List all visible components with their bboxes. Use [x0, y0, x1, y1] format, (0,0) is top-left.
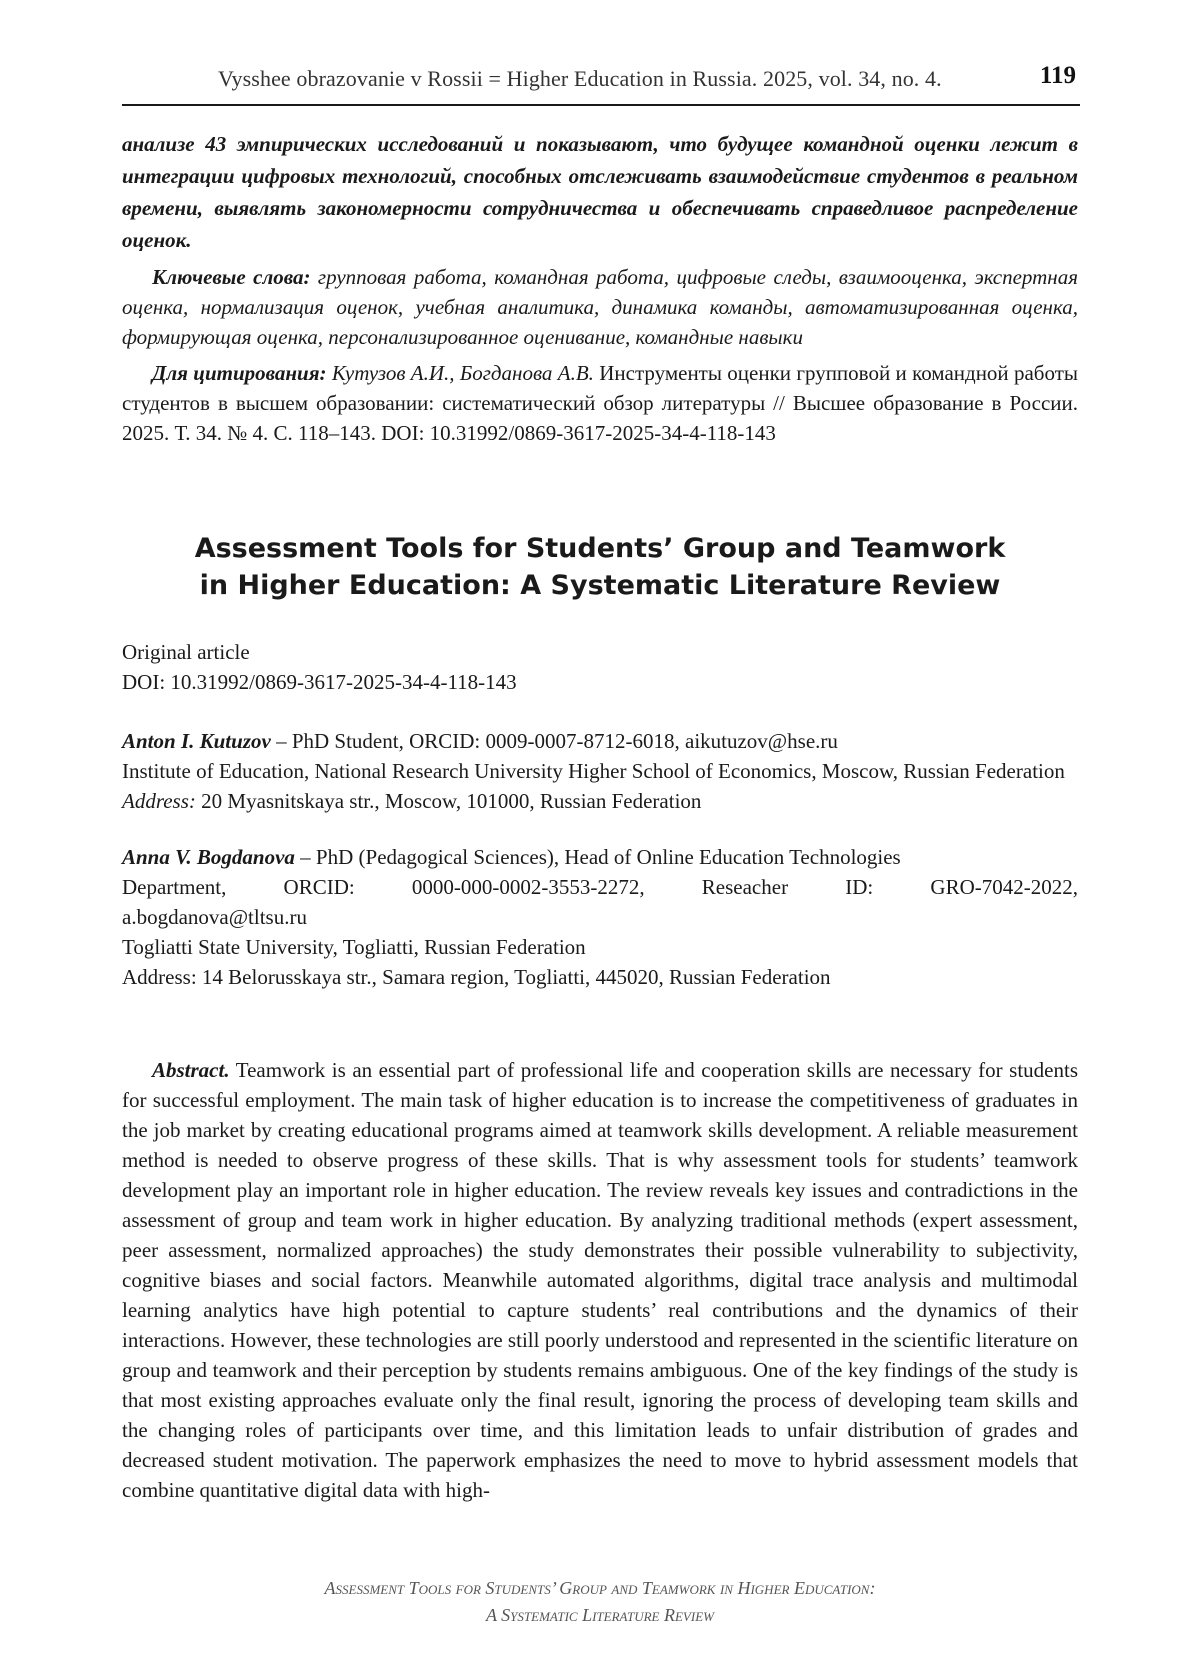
author-address — [122, 786, 1078, 816]
author-affiliation: Institute of Education, National Research University Higher School of Economics, Moscow, Russian Federation — [122, 759, 1065, 783]
running-footer — [122, 1575, 1078, 1629]
author-role-continued: Department, ORCID: 0000-000-0002-3553-2272, Reseacher ID: GRO-7042-2022, — [122, 875, 1078, 899]
author-line — [122, 842, 1078, 872]
author-bogdanova — [122, 842, 1078, 992]
author-email: a.bogdanova@tltsu.ru — [122, 905, 307, 929]
authors-section — [122, 726, 1078, 1018]
russian-abstract-tail: анализе 43 эмпирических исследований и показывают, что будущее командной оценки лежит в интеграции цифровых технологий, способных отслеживать взаимодействие студентов в реальном времени, выявлять закономерности сотрудничества и обеспечивать справедливое распределение оценок. — [122, 132, 1078, 252]
author-address: Address: 14 Belorusskaya str., Samara region, Togliatti, 445020, Russian Federation — [122, 965, 831, 989]
footer-line-1: Assessment Tools for Students’ Group and Teamwork in Higher Education: — [324, 1578, 876, 1598]
keywords-label: Ключевые слова: — [152, 265, 311, 289]
citation-text: Инструменты оценки групповой и командной работы студентов в высшем образовании: систематический обзор литературы // Высшее образование в России. 2025. Т. 34. № 4. С. 118–143. DOI: 10.31992/0869-3617-2025-34-4-118-143 — [122, 361, 1079, 445]
address-text: 20 Myasnitskaya str., Moscow, 101000, Russian Federation — [195, 789, 702, 813]
running-header — [122, 58, 1080, 106]
english-abstract — [122, 1055, 1078, 1505]
author-name: Anton I. Kutuzov — [122, 729, 271, 753]
article-doi: DOI: 10.31992/0869-3617-2025-34-4-118-143 — [122, 670, 517, 694]
citation-authors: Кутузов А.И., Богданова А.В. — [326, 361, 594, 385]
author-kutuzov — [122, 726, 1078, 816]
russian-keywords — [122, 262, 1078, 352]
article-meta — [122, 637, 1078, 697]
article-type: Original article — [122, 640, 250, 664]
author-line — [122, 726, 1078, 756]
journal-title: Vysshee obrazovanie v Rossii = Higher Education in Russia. 2025, vol. 34, no. 4. — [218, 66, 942, 91]
footer-line-2: A Systematic Literature Review — [486, 1605, 714, 1625]
russian-abstract-section — [122, 128, 1078, 454]
abstract-text: Teamwork is an essential part of professional life and cooperation skills are necessary for students for successful employment. The main task of higher education is to increase the competitiveness of graduates in the job market by creating educational programs aimed at teamwork skills development. A reliable measurement method is needed to observe progress of these skills. That is why assessment tools for students’ teamwork development play an important role in higher education. The review reveals key issues and contradictions in the assessment of group and team work in higher education. By analyzing traditional methods (expert assessment, peer assessment, normalized approaches) the study demonstrates their possible vulnerability to subjectivity, cognitive biases and social factors. Meanwhile automated algorithms, digital trace analysis and multimodal learning analytics have high potential to capture students’ real contributions and the dynamics of their interactions. However, these technologies are still poorly understood and represented in the scientific literature on group and teamwork and their perception by students remains ambiguous. One of the key findings of the study is that most existing approaches evaluate only the final result, ignoring the process of developing team skills and the changing roles of participants over time, and this limitation leads to unfair distribution of grades and decreased student motivation. The paperwork emphasizes the need to move to hybrid assessment models that combine quantitative digital data with high- — [122, 1058, 1078, 1502]
keywords-text: групповая работа, командная работа, цифровые следы, взаимооценка, экспертная оценка, нормализация оценок, учебная аналитика, динамика команды, автоматизированная оценка, формирующая оценка, персонализированное оценивание, командные навыки — [122, 265, 1078, 349]
author-role: – PhD Student, ORCID: 0009-0007-8712-6018, aikutuzov@hse.ru — [270, 729, 838, 753]
article-title-line-1: Assessment Tools for Students’ Group and Teamwork — [194, 533, 1006, 564]
article-title — [122, 530, 1078, 604]
address-label: Address: — [122, 789, 196, 813]
author-affiliation: Togliatti State University, Togliatti, Russian Federation — [122, 935, 586, 959]
citation-label: Для цитирования: — [152, 361, 327, 385]
russian-citation — [122, 358, 1078, 448]
abstract-label: Abstract. — [152, 1058, 230, 1082]
article-title-line-2: in Higher Education: A Systematic Literature Review — [199, 570, 1001, 601]
author-role: – PhD (Pedagogical Sciences), Head of Online Education Technologies — [294, 845, 901, 869]
author-name: Anna V. Bogdanova — [122, 845, 295, 869]
page-number: 119 — [1039, 62, 1076, 89]
